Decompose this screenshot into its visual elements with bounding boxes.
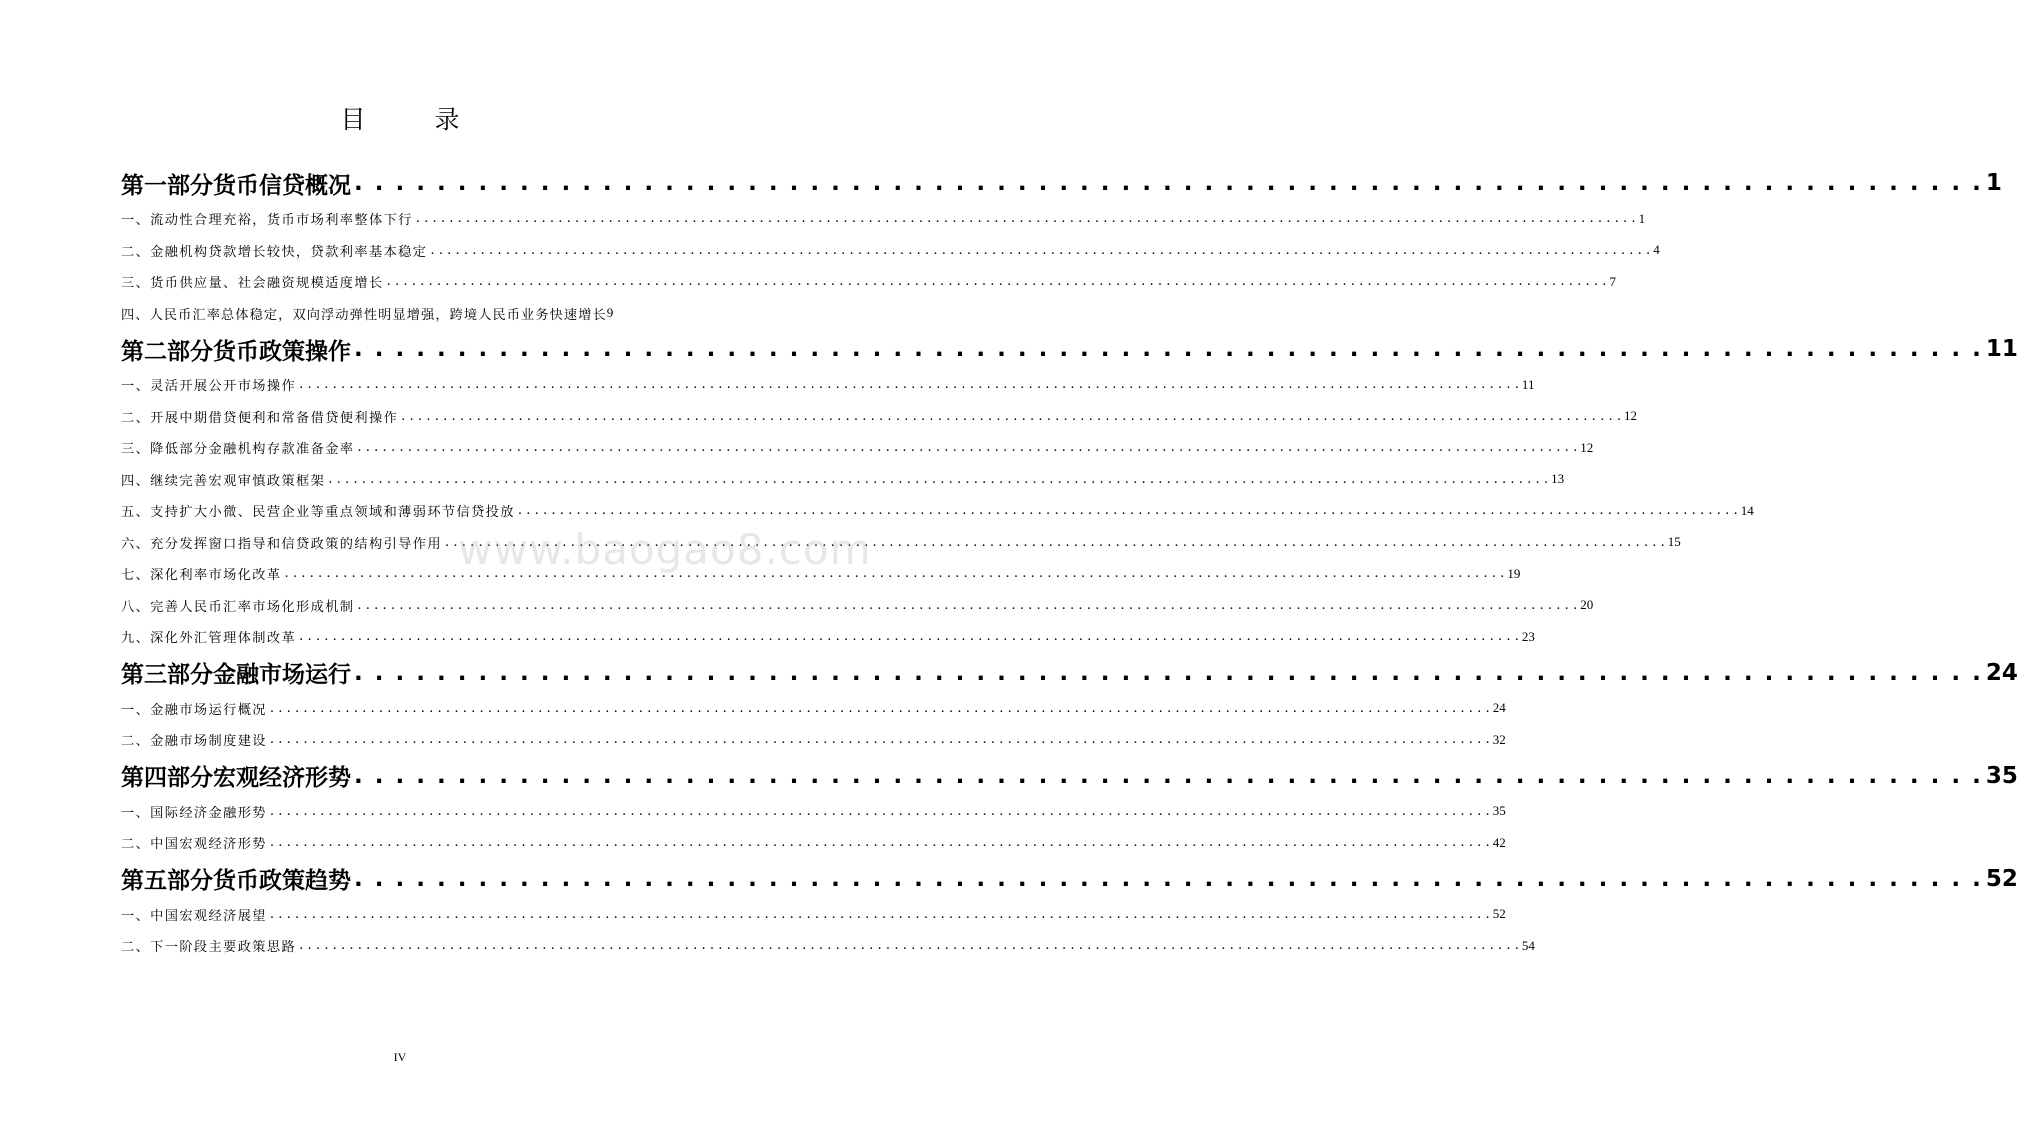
toc-page-number: 32	[1492, 731, 1506, 747]
toc-leader-dots	[299, 629, 1519, 644]
toc-entry-title: 一、流动性合理充裕，货币市场利率整体下行	[121, 213, 413, 229]
toc-page-number: 52	[1985, 865, 2018, 892]
toc-entry-title: 五、支持扩大小微、民营企业等重点领域和薄弱环节信贷投放	[121, 505, 515, 521]
toc-page-number: 9	[606, 305, 614, 321]
toc-page-number: 42	[1492, 834, 1506, 850]
toc-leader-dots	[270, 835, 1490, 850]
toc-leader-dots	[270, 701, 1490, 716]
toc-entry-title: 一、国际经济金融形势	[121, 805, 267, 821]
toc-entry-title: 八、完善人民币汇率市场化形成机制	[121, 599, 355, 615]
toc-page-number: 1	[1638, 210, 1646, 226]
toc-entry-title: 一、金融市场运行概况	[121, 702, 267, 718]
toc-leader-dots	[354, 866, 1983, 892]
toc-leader-dots	[270, 732, 1490, 747]
toc-part-entry[interactable]	[121, 163, 2002, 203]
toc-page-number: 35	[1985, 762, 2018, 789]
toc-section-entry[interactable]	[121, 266, 1616, 298]
toc-page-number: 13	[1551, 471, 1565, 487]
toc-leader-dots	[401, 409, 1621, 424]
toc-leader-dots	[354, 336, 1983, 362]
toc-section-entry[interactable]	[121, 369, 1535, 401]
toc-entry-title: 七、深化利率市场化改革	[121, 568, 282, 584]
toc-section-entry[interactable]	[121, 796, 1506, 828]
toc-leader-dots	[416, 211, 1636, 226]
watermark: www.baogao8.com	[458, 525, 872, 574]
toc-part-entry[interactable]	[121, 653, 2018, 693]
toc-entry-title: 一、中国宏观经济展望	[121, 908, 267, 924]
toc-leader-dots	[299, 377, 1519, 392]
toc-page-number: 4	[1653, 242, 1660, 258]
toc-page-number: 12	[1580, 439, 1594, 455]
toc-entry-title: 货币信贷概况	[213, 172, 351, 199]
toc-page-number: 15	[1667, 534, 1681, 550]
toc-page-number: 54	[1521, 937, 1535, 953]
toc-part-entry[interactable]	[121, 756, 2018, 796]
toc-section-entry[interactable]	[121, 930, 1535, 962]
toc-section-entry[interactable]	[121, 203, 1646, 235]
toc-part-number: 第五部分	[121, 868, 213, 894]
toc-page-number: 11	[1985, 336, 2018, 362]
toc-leader-dots	[328, 472, 1548, 487]
toc-section-entry[interactable]	[121, 235, 1660, 267]
toc-page-number: 1	[1985, 170, 2002, 196]
toc-entry-title: 三、货币供应量、社会融资规模适度增长	[121, 276, 384, 292]
toc-entry-title: 货币政策趋势	[213, 868, 351, 894]
toc-section-entry[interactable]	[121, 590, 1594, 622]
toc-leader-dots	[354, 170, 1983, 196]
page-number: IV	[393, 1050, 407, 1064]
toc-page-number: 52	[1492, 906, 1506, 922]
toc-part-entry[interactable]	[121, 329, 2018, 369]
toc-page-number: 19	[1507, 565, 1521, 581]
toc-section-entry[interactable]	[121, 495, 1754, 527]
toc-leader-dots	[354, 763, 1983, 789]
toc-part-number: 第二部分	[121, 338, 213, 365]
toc-leader-dots	[299, 938, 1519, 953]
toc-part-number: 第四部分	[121, 765, 213, 791]
toc-section-entry[interactable]	[121, 464, 1565, 496]
toc-page-number: 14	[1740, 502, 1754, 518]
toc-entry-title: 九、深化外汇管理体制改革	[121, 631, 297, 647]
toc-leader-dots	[357, 598, 1577, 613]
toc-section-entry[interactable]	[121, 432, 1594, 464]
toc-section-entry[interactable]	[121, 401, 1638, 433]
toc-section-entry[interactable]	[121, 298, 681, 330]
toc-leader-dots	[357, 440, 1577, 455]
toc-leader-dots	[387, 274, 1607, 289]
toc-entry-title: 二、金融市场制度建设	[121, 734, 267, 750]
toc-page-number: 24	[1492, 700, 1506, 716]
toc-entry-title: 四、继续完善宏观审慎政策框架	[121, 473, 326, 489]
toc-part-number: 第三部分	[121, 662, 213, 688]
toc-entry-title: 宏观经济形势	[213, 765, 351, 791]
toc-leader-dots	[270, 804, 1490, 819]
toc-leader-dots	[270, 907, 1490, 922]
toc-entry-title: 货币政策操作	[213, 338, 351, 365]
toc-page-number: 35	[1492, 803, 1506, 819]
toc-page-number: 24	[1985, 659, 2018, 686]
toc-section-entry[interactable]	[121, 724, 1506, 756]
toc-leader-dots	[518, 503, 1738, 518]
toc-page-number: 23	[1521, 628, 1535, 644]
toc-page-number: 20	[1580, 597, 1594, 613]
toc-page-number: 11	[1521, 376, 1535, 392]
toc-page-number: 12	[1624, 408, 1638, 424]
toc-part-entry[interactable]	[121, 859, 2018, 899]
toc-section-entry[interactable]	[121, 899, 1506, 931]
toc-entry-title: 金融市场运行	[213, 662, 351, 688]
toc-section-entry[interactable]	[121, 621, 1535, 653]
toc-part-number: 第一部分	[121, 172, 213, 199]
toc-entry-title: 三、降低部分金融机构存款准备金率	[121, 442, 355, 458]
toc-section-entry[interactable]	[121, 693, 1506, 725]
toc-entry-title: 二、金融机构贷款增长较快，贷款利率基本稳定	[121, 244, 428, 260]
toc-entry-title: 二、中国宏观经济形势	[121, 837, 267, 853]
toc-title: 目 录	[340, 105, 482, 134]
toc-entry-title: 四、人民币汇率总体稳定，双向浮动弹性明显增强，跨境人民币业务快速增长	[121, 307, 607, 323]
toc-page-number: 7	[1609, 273, 1616, 289]
toc-section-entry[interactable]	[121, 827, 1506, 859]
toc-entry-title: 六、充分发挥窗口指导和信贷政策的结构引导作用	[121, 536, 442, 552]
toc-entry-title: 二、下一阶段主要政策思路	[121, 940, 297, 956]
toc-leader-dots	[354, 660, 1983, 686]
toc-entry-title: 一、灵活开展公开市场操作	[121, 379, 297, 395]
toc-leader-dots	[430, 243, 1650, 258]
toc-entry-title: 二、开展中期借贷便利和常备借贷便利操作	[121, 410, 399, 426]
